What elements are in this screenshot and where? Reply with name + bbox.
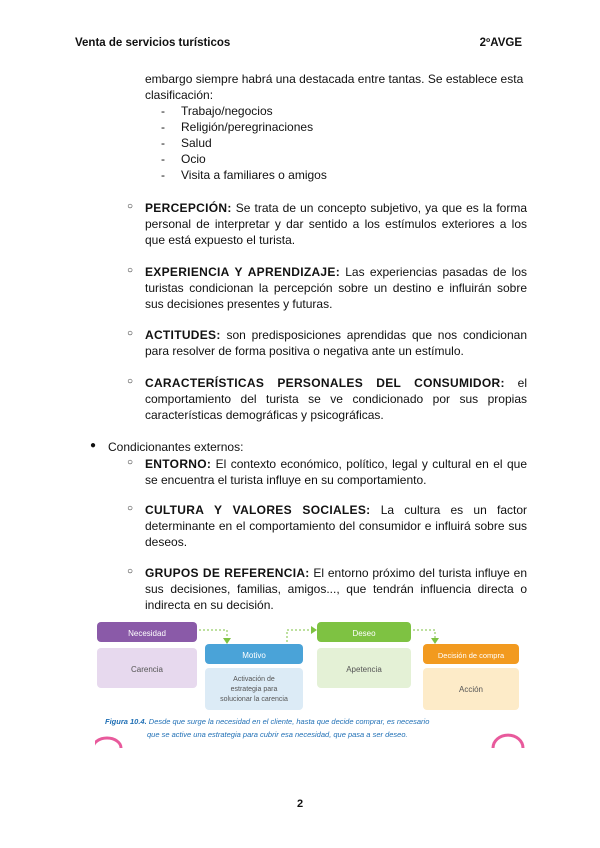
list-item: Ocio <box>181 152 206 166</box>
item-entorno: ENTORNO: El contexto económico, político, legal y cultural en el que se encuentra el turista influye en su comportamiento. <box>145 457 527 487</box>
item-experiencia: EXPERIENCIA Y APRENDIZAJE: Las experiencias pasadas de los turistas condicionan la percepción sobre un destino e influirán sobre sus decisiones presentes y futuras. <box>145 265 527 311</box>
carencia-label: Carencia <box>130 665 164 674</box>
activacion-line-3: solucionar la carencia <box>220 696 288 703</box>
list-item: Salud <box>181 136 212 150</box>
activacion-line-2: estrategia para <box>230 686 278 693</box>
item-grupos: GRUPOS DE REFERENCIA: El entorno próximo del turista influye en sus decisiones, familias, amigos..., que tendrán influencia directa o indirecta en su decisión. <box>145 566 527 612</box>
necesidad-label: Necesidad <box>128 629 166 638</box>
motivo-label: Motivo <box>242 651 266 660</box>
intro-line-1: embargo siempre habrá una destacada entre tantas. Se establece esta <box>145 72 524 86</box>
arrow-3-head <box>431 638 439 644</box>
page-number: 2 <box>296 798 304 810</box>
figure-caption-line-2: que se active una estrategia para cubrir esa necesidad, que pasa a ser deseo. <box>147 730 408 739</box>
bullet-icon: ● <box>90 440 97 451</box>
item-actitudes: ACTITUDES: son predisposiciones aprendidas que nos condicionan para resolver de forma positiva o negativa ante un estímulo. <box>145 328 527 358</box>
list-item: Visita a familiares o amigos <box>181 168 327 182</box>
item-caracteristicas: CARACTERÍSTICAS PERSONALES DEL CONSUMIDOR: el comportamiento del turista se ve condicionado por sus propias características demográficas y psicográficas. <box>145 376 527 422</box>
circle-bullet-icon: ○ <box>127 457 134 468</box>
arrow-1 <box>199 630 227 640</box>
circle-bullet-icon: ○ <box>127 566 134 577</box>
circle-bullet-icon: ○ <box>127 503 134 514</box>
item-percepcion: PERCEPCIÓN: Se trata de un concepto subjetivo, ya que es la forma personal de interpretar y dar sentido a los estímulos exteriores a los que está expuesto el turista. <box>145 201 527 247</box>
arrow-2-head <box>311 626 317 634</box>
external-heading: Condicionantes externos: <box>108 440 244 454</box>
intro-line-2: clasificación: <box>145 88 214 102</box>
purchase-process-figure <box>95 618 525 748</box>
circle-bullet-icon: ○ <box>127 201 134 212</box>
figure-caption-line-1: Figura 10.4. Desde que surge la necesidad en el cliente, hasta que decide comprar, es necesario <box>105 717 430 726</box>
list-item: Religión/peregrinaciones <box>181 120 314 134</box>
circle-bullet-icon: ○ <box>127 376 134 387</box>
list-item: Trabajo/negocios <box>181 104 273 118</box>
apetencia-label: Apetencia <box>346 665 382 674</box>
activacion-line-1: Activación de <box>233 676 275 683</box>
header-course: 2ºAVGE <box>479 37 522 49</box>
arrow-2 <box>287 630 313 642</box>
arrow-1-head <box>223 638 231 644</box>
circle-bullet-icon: ○ <box>127 265 134 276</box>
accion-label: Acción <box>458 685 484 694</box>
deseo-label: Deseo <box>352 629 376 638</box>
header-title: Venta de servicios turísticos <box>75 37 231 49</box>
decision-label: Decisión de compra <box>437 651 505 660</box>
decorative-arc-right <box>493 735 523 748</box>
circle-bullet-icon: ○ <box>127 328 134 339</box>
item-cultura: CULTURA Y VALORES SOCIALES: La cultura es un factor determinante en el comportamiento del consumidor e influirá sobre sus deseos. <box>145 503 527 549</box>
decorative-arc-left <box>95 738 121 748</box>
